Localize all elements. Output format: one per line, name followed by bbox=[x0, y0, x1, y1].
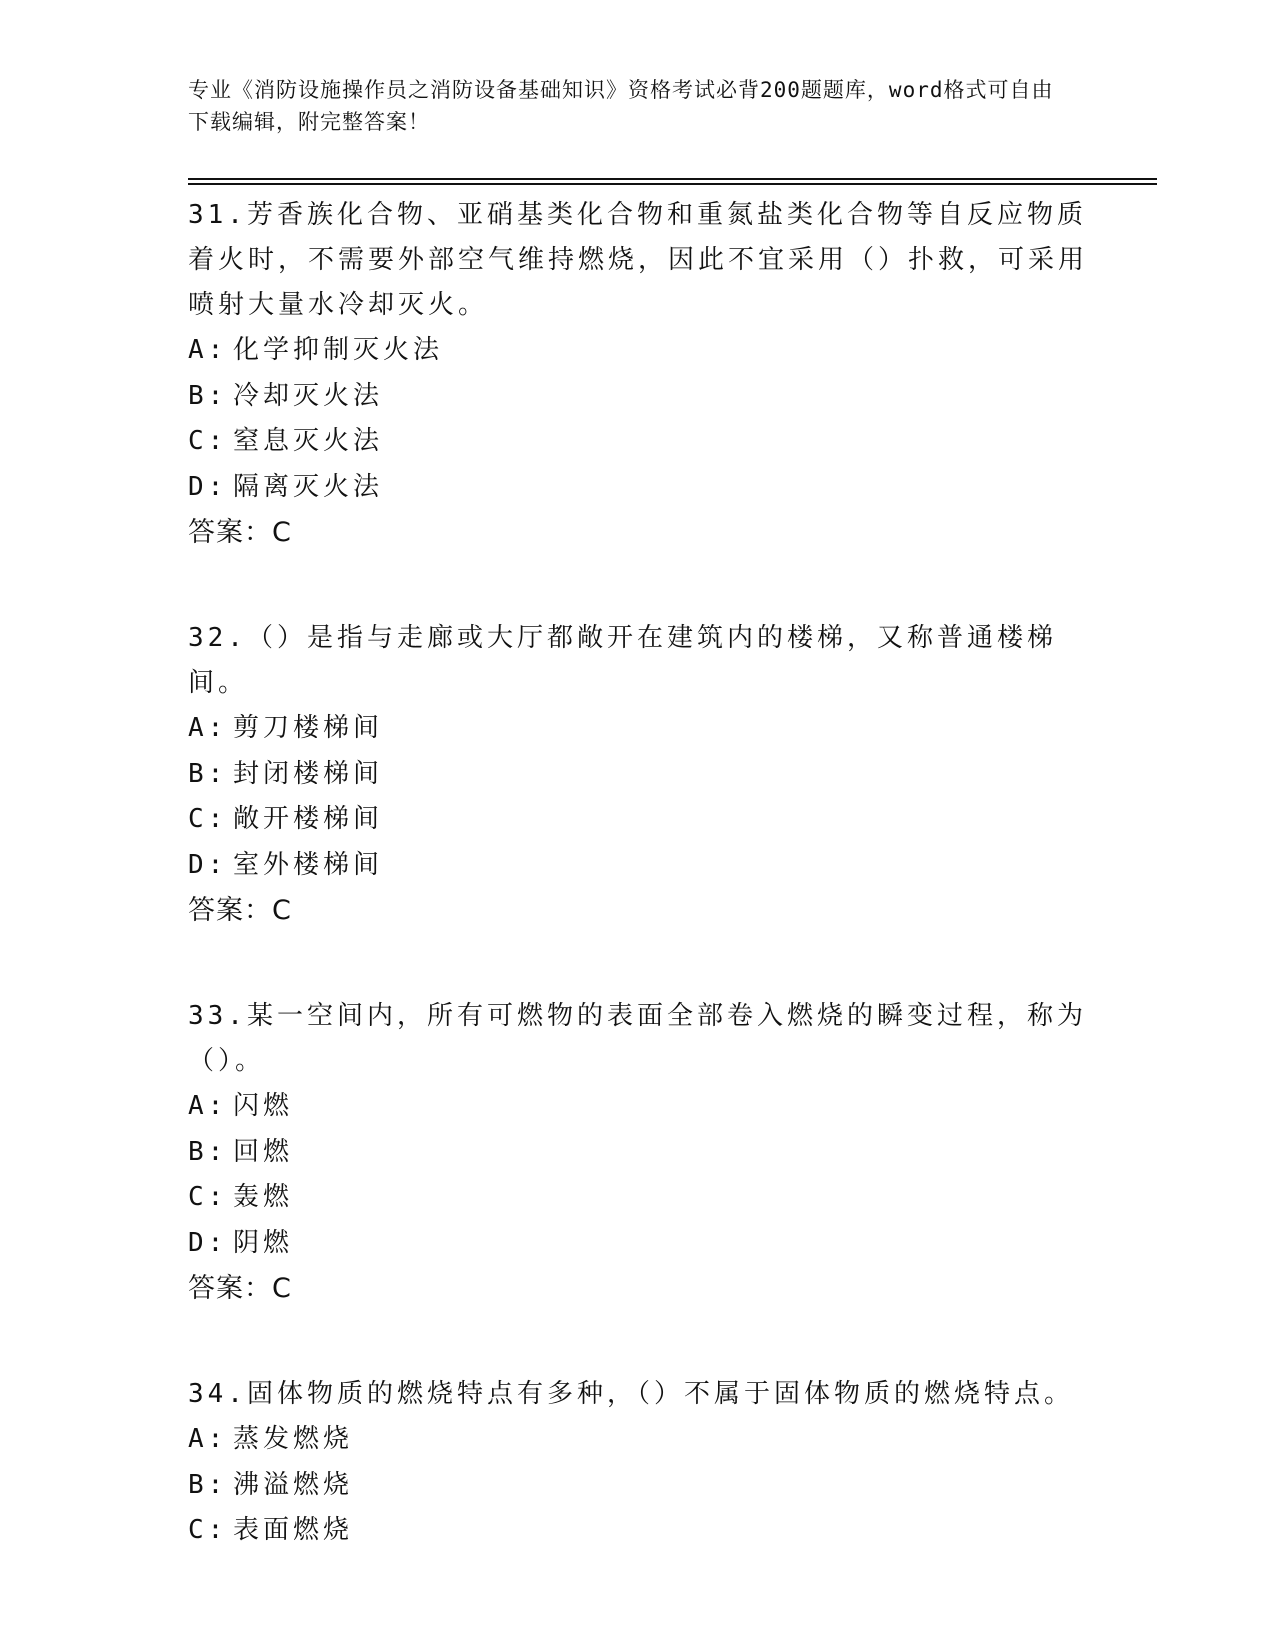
option-text: 回燃 bbox=[233, 1136, 294, 1167]
option-letter: B: bbox=[188, 380, 228, 411]
option-letter: C: bbox=[188, 1515, 228, 1545]
answer-line bbox=[188, 888, 1088, 934]
question-text: 32.（）是指与走廊或大厅都敞开在建筑内的楼梯，又称普通楼梯间。 bbox=[188, 623, 1057, 698]
option-letter: C: bbox=[188, 1182, 228, 1212]
option-letter: B: bbox=[188, 1136, 228, 1167]
question-list bbox=[188, 193, 1088, 1614]
answer-label: 答案： bbox=[188, 1273, 272, 1304]
answer-value: C bbox=[272, 895, 292, 926]
header-divider-bottom bbox=[188, 183, 1157, 185]
option-letter: A: bbox=[188, 1091, 228, 1121]
option-letter: D: bbox=[188, 849, 228, 880]
option-text: 室外楼梯间 bbox=[233, 849, 384, 880]
option-letter: D: bbox=[188, 471, 228, 502]
option-text: 蒸发燃烧 bbox=[233, 1424, 354, 1454]
option-item bbox=[188, 374, 1088, 420]
option-text: 剪刀楼梯间 bbox=[233, 713, 384, 743]
option-letter: B: bbox=[188, 1469, 228, 1500]
option-text: 表面燃烧 bbox=[233, 1515, 354, 1545]
option-text: 隔离灭火法 bbox=[233, 471, 384, 502]
option-text: 阴燃 bbox=[233, 1227, 294, 1258]
answer-label: 答案： bbox=[188, 517, 272, 548]
question-text: 34.固体物质的燃烧特点有多种，（）不属于固体物质的燃烧特点。 bbox=[188, 1379, 1074, 1409]
option-text: 闪燃 bbox=[233, 1091, 294, 1121]
option-text: 窒息灭火法 bbox=[233, 426, 384, 456]
option-text: 沸溢燃烧 bbox=[233, 1469, 354, 1500]
option-letter: A: bbox=[188, 1424, 228, 1454]
option-letter: C: bbox=[188, 426, 228, 456]
option-item bbox=[188, 1130, 1088, 1176]
answer-line bbox=[188, 1266, 1088, 1312]
option-item bbox=[188, 1084, 1088, 1130]
answer-value: C bbox=[272, 1273, 292, 1304]
question-item bbox=[188, 994, 1088, 1312]
option-letter: B: bbox=[188, 758, 228, 789]
option-text: 封闭楼梯间 bbox=[233, 758, 384, 789]
option-item bbox=[188, 419, 1088, 465]
option-item bbox=[188, 843, 1088, 889]
option-item bbox=[188, 752, 1088, 798]
option-letter: D: bbox=[188, 1227, 228, 1258]
option-text: 轰燃 bbox=[233, 1182, 294, 1212]
document-header: 专业《消防设施操作员之消防设备基础知识》资格考试必背200题题库，word格式可自由下载编辑，附完整答案！ bbox=[188, 78, 1054, 134]
option-item bbox=[188, 465, 1088, 511]
question-item bbox=[188, 616, 1088, 934]
question-text: 31.芳香族化合物、亚硝基类化合物和重氮盐类化合物等自反应物质着火时，不需要外部空气维持燃烧，因此不宜采用（）扑救，可采用喷射大量水冷却灭火。 bbox=[188, 200, 1089, 320]
question-item bbox=[188, 193, 1088, 556]
answer-label: 答案： bbox=[188, 895, 272, 926]
option-item bbox=[188, 1508, 1088, 1554]
option-item bbox=[188, 1463, 1088, 1509]
option-item bbox=[188, 1417, 1088, 1463]
question-text: 33.某一空间内，所有可燃物的表面全部卷入燃烧的瞬变过程，称为（）。 bbox=[188, 1001, 1087, 1076]
option-item bbox=[188, 328, 1088, 374]
option-letter: A: bbox=[188, 335, 228, 365]
option-text: 敞开楼梯间 bbox=[233, 804, 384, 834]
option-text: 冷却灭火法 bbox=[233, 380, 384, 411]
option-item bbox=[188, 797, 1088, 843]
option-item bbox=[188, 1175, 1088, 1221]
option-letter: C: bbox=[188, 804, 228, 834]
option-text: 化学抑制灭火法 bbox=[233, 335, 444, 365]
option-item bbox=[188, 1221, 1088, 1267]
header-divider-top bbox=[188, 178, 1157, 180]
question-item bbox=[188, 1372, 1088, 1554]
option-item bbox=[188, 706, 1088, 752]
answer-value: C bbox=[272, 517, 292, 548]
answer-line bbox=[188, 510, 1088, 556]
option-letter: A: bbox=[188, 713, 228, 743]
